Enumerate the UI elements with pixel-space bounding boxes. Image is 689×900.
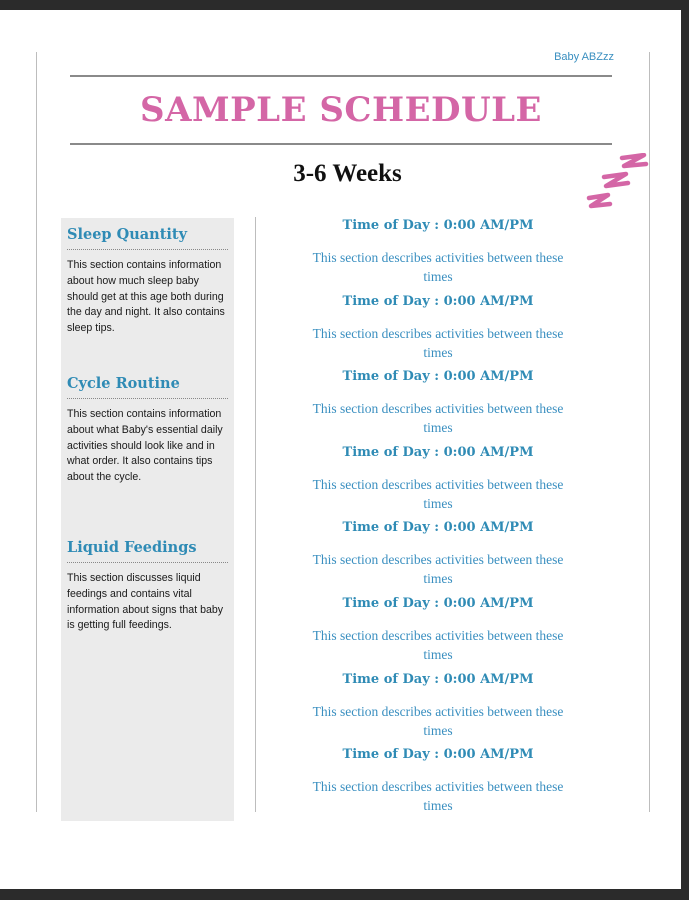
column-divider <box>255 217 256 812</box>
schedule-slot <box>290 368 586 444</box>
slot-time: Time of Day : 0:00 AM/PM <box>342 218 534 233</box>
sidebar-section-sleep-quantity <box>67 226 228 337</box>
slot-time: Time of Day : 0:00 AM/PM <box>342 293 534 309</box>
section-heading: Sleep Quantity <box>67 226 228 250</box>
title-rule-bottom <box>70 143 612 145</box>
slot-time: Time of Day : 0:00 AM/PM <box>342 520 534 536</box>
page-subtitle: 3-6 Weeks <box>293 160 402 187</box>
left-margin-line <box>36 52 37 812</box>
schedule-slot <box>290 595 586 671</box>
schedule-slot <box>290 217 586 293</box>
slot-description: This section describes activities between these times <box>312 552 564 587</box>
slot-description: This section describes activities between these times <box>312 779 564 814</box>
document-page <box>0 10 681 889</box>
section-body: This section contains information about what Baby's essential daily activities should look like and in what order. It also contains tips about the cycle. <box>67 408 223 484</box>
slot-time: Time of Day : 0:00 AM/PM <box>342 747 534 763</box>
schedule-slot <box>290 444 586 520</box>
zzz-sleep-icon <box>584 153 650 217</box>
schedule-slot <box>290 746 586 822</box>
slot-description: This section describes activities between these times <box>312 476 564 511</box>
section-heading: Liquid Feedings <box>67 539 228 563</box>
page-title: SAMPLE SCHEDULE <box>140 90 542 130</box>
schedule-slot <box>290 671 586 747</box>
slot-time: Time of Day : 0:00 AM/PM <box>342 671 534 687</box>
section-body: This section contains information about how much sleep baby should get at this age both during the day and night. It also contains sleep tips. <box>67 259 225 335</box>
sidebar-section-liquid-feedings <box>67 539 228 634</box>
brand-label: Baby ABZzz <box>554 51 614 63</box>
sidebar <box>61 218 234 821</box>
slot-description: This section describes activities between these times <box>312 401 564 436</box>
slot-time: Time of Day : 0:00 AM/PM <box>342 444 534 460</box>
section-heading: Cycle Routine <box>67 375 228 399</box>
slot-description: This section describes activities between these times <box>312 627 564 662</box>
slot-description: This section describes activities between these times <box>312 325 564 360</box>
sidebar-section-cycle-routine <box>67 375 228 486</box>
section-body: This section discusses liquid feedings and contains vital information about signs that baby is getting full feedings. <box>67 572 224 632</box>
slot-time: Time of Day : 0:00 AM/PM <box>342 595 534 611</box>
slot-description: This section describes activities between these times <box>312 703 564 738</box>
schedule-slot <box>290 519 586 595</box>
schedule-list <box>290 217 586 822</box>
slot-description: This section describes activities between these times <box>312 250 564 284</box>
slot-time: Time of Day : 0:00 AM/PM <box>342 369 534 385</box>
schedule-slot <box>290 293 586 369</box>
title-rule-top <box>70 75 612 77</box>
